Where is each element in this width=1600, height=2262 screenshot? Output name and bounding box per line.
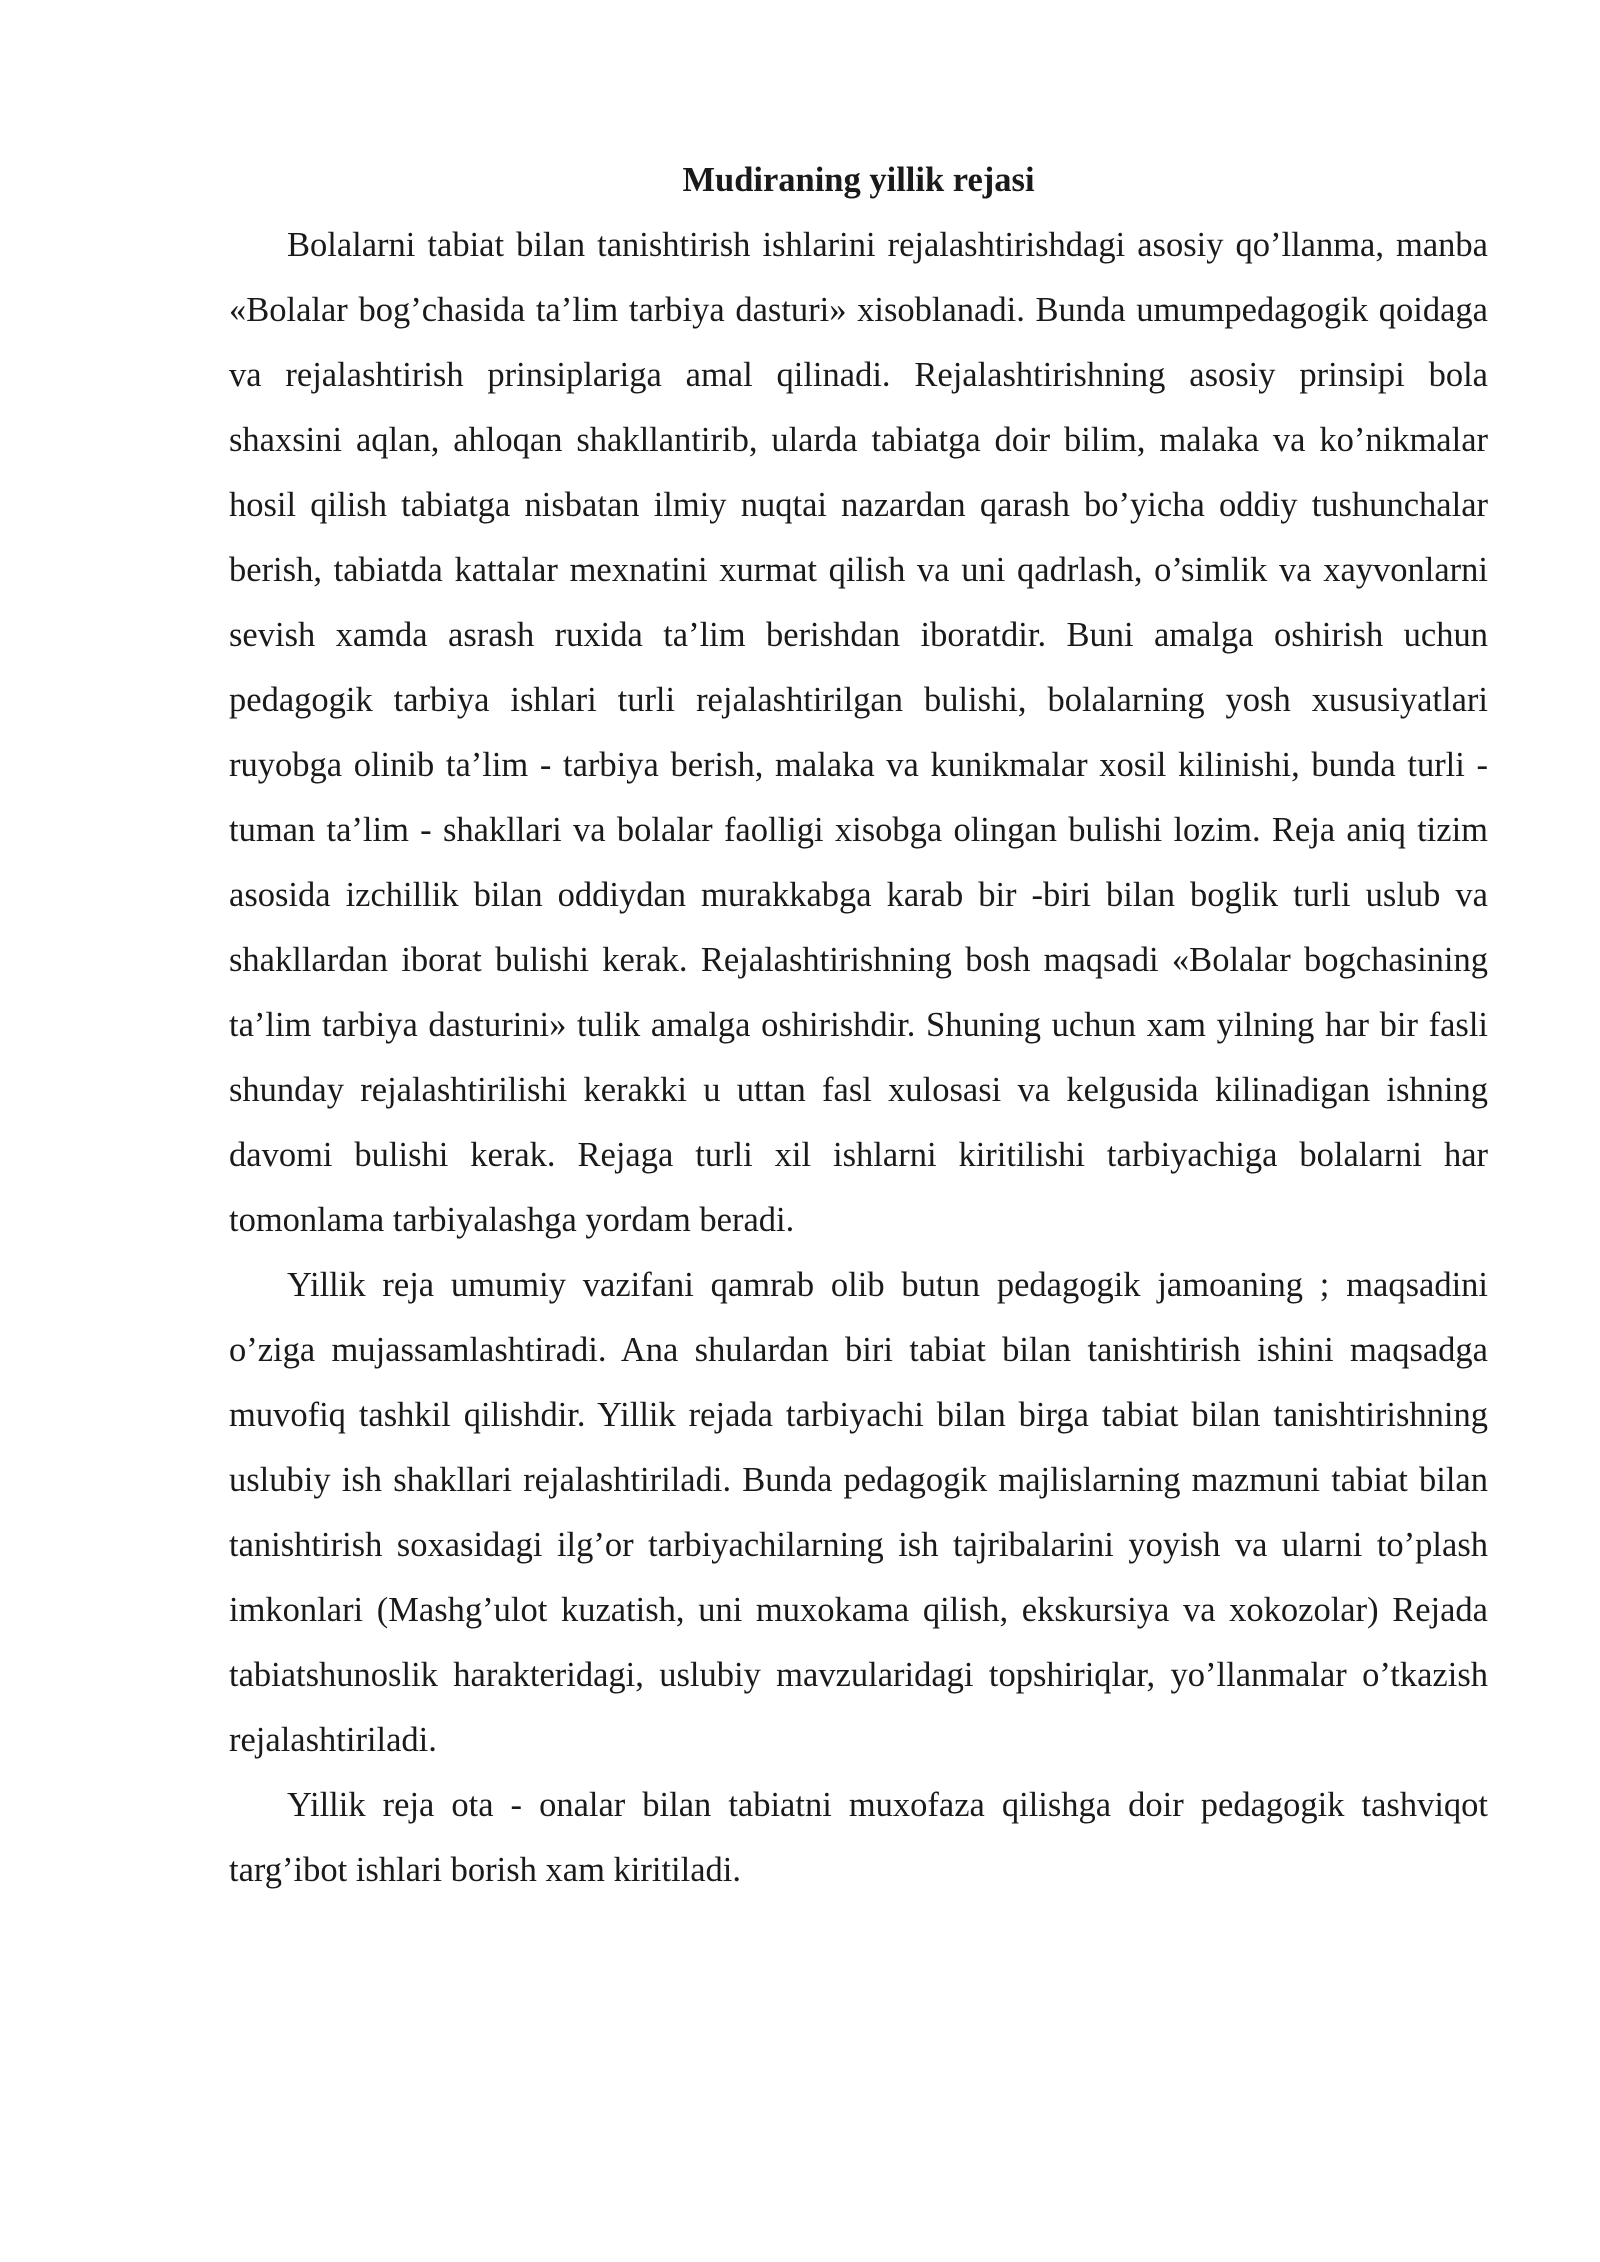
paragraph-1: Bolalarni tabiat bilan tanishtirish ishlarini rejalashtirishdagi asosiy qo’llanma, manba «Bolalar bog’chasida ta’lim tarbiya dasturi» xisoblanadi. Bunda umumpedagogik qoidaga va rejalashtirish prinsiplariga amal qilinadi. Rejalashtirishning asosiy prinsipi bola shaxsini aqlan, ahloqan shakllantirib, ularda tabiatga doir bilim, malaka va ko’nikmalar hosil qilish tabiatga nisbatan ilmiy nuqtai nazardan qarash bo’yicha oddiy tushunchalar berish, tabiatda kattalar mexnatini xurmat qilish va uni qadrlash, o’simlik va xayvonlarni sevish xamda asrash ruxida ta’lim berishdan iboratdir. Buni amalga oshirish uchun pedagogik tarbiya ishlari turli rejalashtirilgan bulishi, bolalarning yosh xususiyatlari ruyobga olinib ta’lim - tarbiya berish, malaka va kunikmalar xosil kilinishi, bunda turli - tuman ta’lim - shakllari va bolalar faolligi xisobga olingan bulishi lozim. Reja aniq tizim asosida izchillik bilan oddiydan murakkabga karab bir -biri bilan boglik turli uslub va shakllardan iborat bulishi kerak. Rejalashtirishning bosh maqsadi «Bolalar bogchasining ta’lim tarbiya dasturini» tulik amalga oshirishdir. Shuning uchun xam yilning har bir fasli shunday rejalashtirilishi kerakki u uttan fasl xulosasi va kelgusida kilinadigan ishning davomi bulishi kerak. Rejaga turli xil ishlarni kiritilishi tarbiyachiga bolalarni har tomonlama tarbiyalashga yordam beradi. [229,226,1488,1239]
document-title: Mudiraning yillik rejasi [682,161,1035,199]
document-body [229,148,1488,1903]
paragraph-2: Yillik reja umumiy vazifani qamrab olib butun pedagogik jamoaning ; maqsadini o’ziga mujassamlashtiradi. Ana shulardan biri tabiat bilan tanishtirish ishini maqsadga muvofiq tashkil qilishdir. Yillik rejada tarbiyachi bilan birga tabiat bilan tanishtirishning uslubiy ish shakllari rejalashtiriladi. Bunda pedagogik majlislarning mazmuni tabiat bilan tanishtirish soxasidagi ilg’or tarbiyachilarning ish tajribalarini yoyish va ularni to’plash imkonlari (Mashg’ulot kuzatish, uni muxokama qilish, ekskursiya va xokozolar) Rejada tabiatshunoslik harakteridagi, uslubiy mavzularidagi topshiriqlar, yo’llanmalar o’tkazish rejalashtiriladi. [229,1266,1488,1759]
paragraph-3: Yillik reja ota - onalar bilan tabiatni muxofaza qilishga doir pedagogik tashviqot targ’ibot ishlari borish xam kiritiladi. [229,1786,1488,1889]
